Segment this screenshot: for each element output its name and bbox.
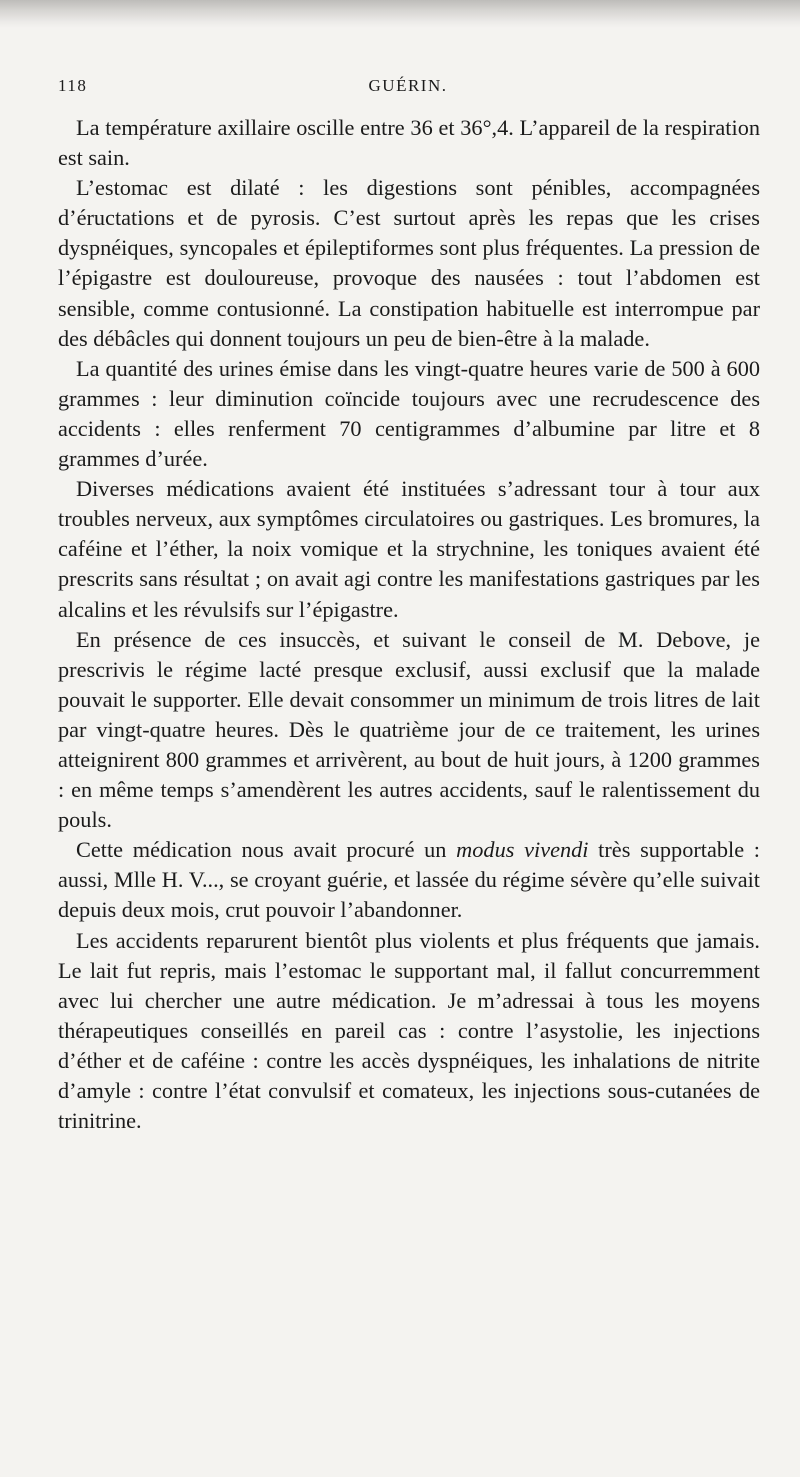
- paragraph-text: très supportable : aussi, Mlle H. V..., se croyant guérie, et lassée du régime sévère qu’elle suivait depuis deux mois, crut pouvoir l’abandonner.: [58, 837, 761, 923]
- paragraph: La température axillaire oscille entre 36 et 36°,4. L’appareil de la respiration est sain.: [58, 115, 760, 171]
- paragraph-text: Cette médication nous avait procuré un: [76, 837, 457, 863]
- paragraph: En présence de ces insuccès, et suivant le conseil de M. Debove, je prescrivis le régime lacté presque exclusif, aussi exclusif que la malade pouvait le supporter. Elle devait consommer un minimum de trois litres de lait par vingt-quatre heures. Dès le quatrième jour de ce traitement, les urines atteignirent 800 grammes et arrivèrent, au bout de huit jours, à 1200 grammes : en même temps s’amendèrent les autres accidents, sauf le ralentissement du pouls.: [58, 626, 760, 833]
- paragraph-modus-vivendi: [58, 835, 760, 925]
- page-header: [58, 76, 758, 102]
- paragraph: Les accidents reparurent bientôt plus violents et plus fréquents que jamais. Le lait fut repris, mais l’estomac le supportant mal, il fallut concurremment avec lui chercher une autre médication. Je m’adressai à tous les moyens thérapeutiques conseillés en pareil cas : contre l’asystolie, les injections d’éther et de caféine : contre les accès dyspnéiques, les inhalations de nitrite d’amyle : contre l’état convulsif et comateux, les injections sous-cutanées de trinitrine.: [58, 927, 760, 1134]
- paragraph: Diverses médications avaient été instituées s’adressant tour à tour aux troubles nerveux, aux symptômes circulatoires ou gastriques. Les bromures, la caféine et l’éther, la noix vomique et la strychnine, les toniques avaient été prescrits sans résultat ; on avait agi contre les manifestations gastriques par les alcalins et les révulsifs sur l’épigastre.: [58, 476, 760, 622]
- running-head: GUÉRIN.: [368, 76, 448, 95]
- body-text: [58, 113, 760, 1136]
- paragraph: L’estomac est dilaté : les digestions sont pénibles, accompagnées d’éructations et de pyrosis. C’est surtout après les repas que les crises dyspnéiques, syncopales et épileptiformes sont plus fréquentes. La pression de l’épigastre est douloureuse, provoque des nausées : tout l’abdomen est sensible, comme contusionné. La constipation habituelle est interrompue par des débâcles qui donnent toujours un peu de bien-être à la malade.: [58, 175, 760, 351]
- page-number: 118: [58, 76, 88, 95]
- page-top-shadow: [0, 0, 800, 28]
- italic-phrase: modus vivendi: [456, 837, 589, 863]
- paragraph: La quantité des urines émise dans les vingt-quatre heures varie de 500 à 600 grammes : leur diminution coïncide toujours avec une recrudescence des accidents : elles renferment 70 centigrammes d’albumine par litre et 8 grammes d’urée.: [58, 355, 760, 472]
